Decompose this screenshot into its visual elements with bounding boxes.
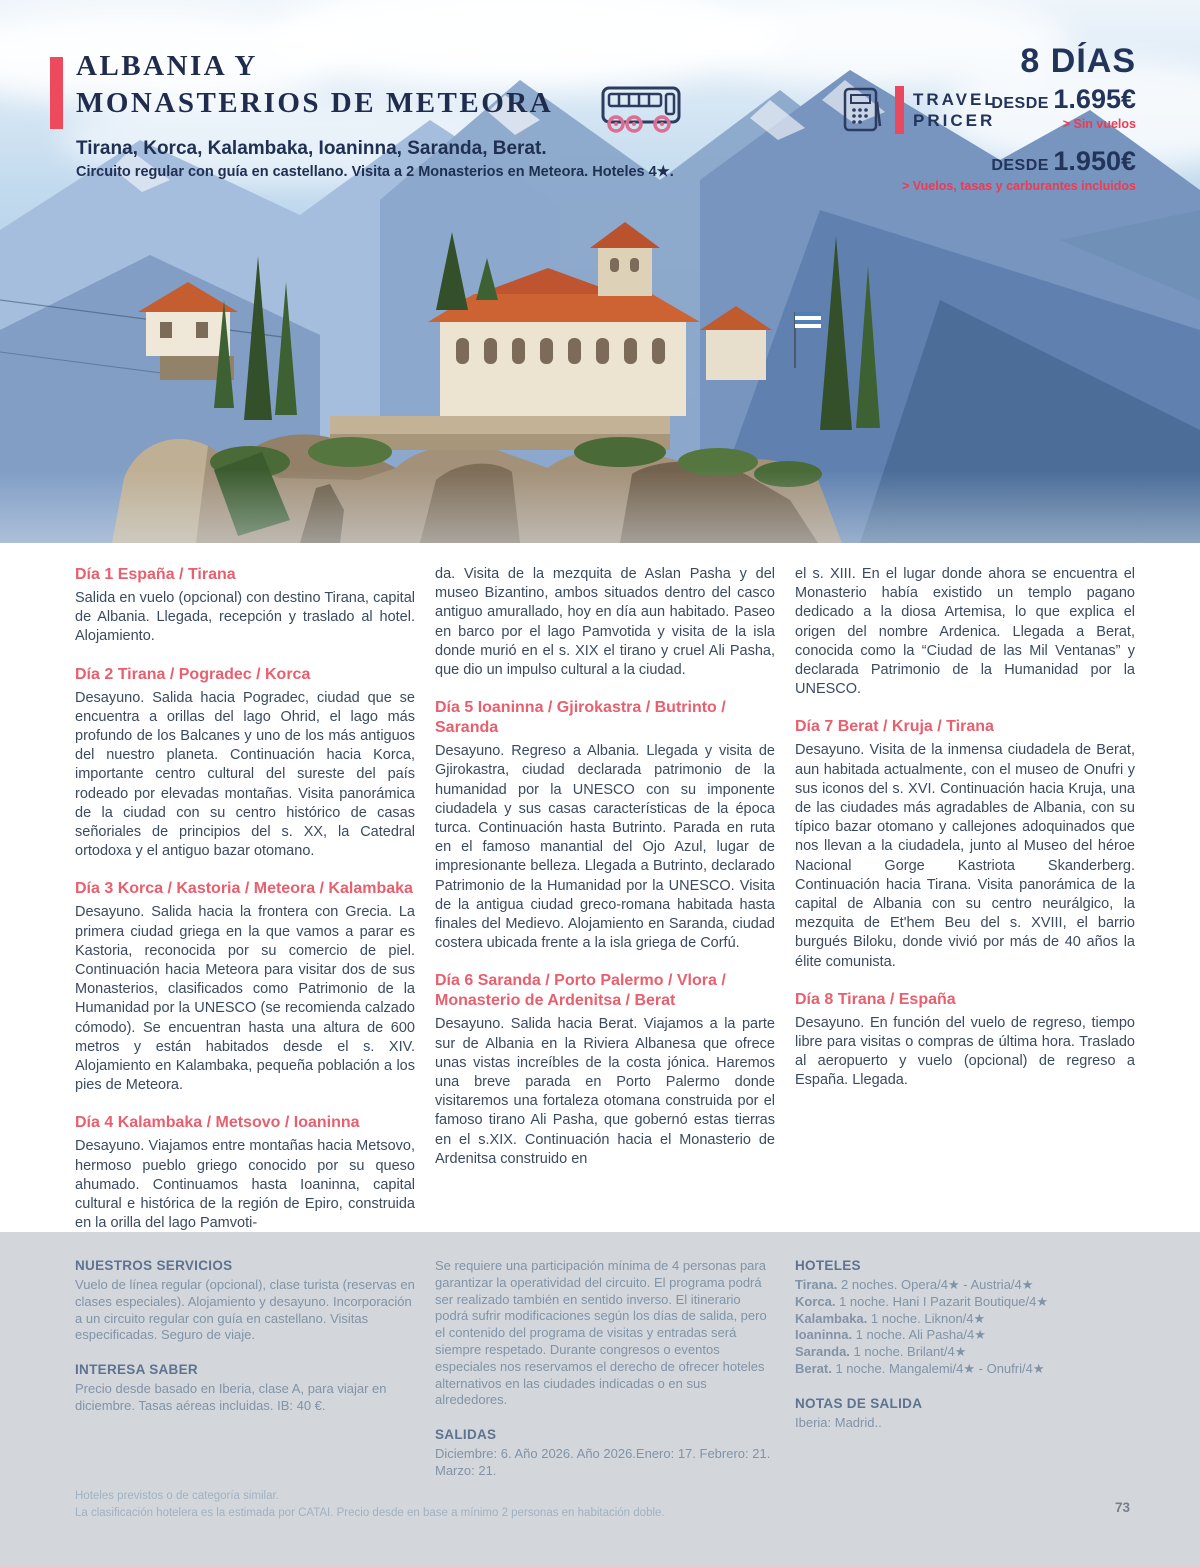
hoteles-title: HOTELES xyxy=(795,1258,861,1273)
day-heading: Día 2 Tirana / Pogradec / Korca xyxy=(75,665,311,683)
day-text: Desayuno. Visita de la inmensa ciudadela de Berat, aun habitada actualmente, con el museo de Onufri y sus iconos del s. XVI. Continuación hacia Kruja, una de las ciudades más agradables de Albania, con su típico bazar otomano y callejones adoquinados que nos llevan a la ciudadela, junto al Museo del héroe Nacional Gorge Kastriota Skanderberg. Continuación hacia Tirana. Visita panorámica de la capital de Albania con su centro neurálgico, la mezquita de Et'hem Beu del s. XVIII, el barrio burgués Biloku, donde vivió por más de 40 años la élite comunista. xyxy=(795,742,1135,970)
tour-details: Circuito regular con guía en castellano. Visita a 2 Monasterios en Meteora. Hoteles 4★. xyxy=(76,164,674,180)
calculator-icon xyxy=(843,86,883,134)
page-title xyxy=(76,48,553,122)
day-heading: Día 1 España / Tirana xyxy=(75,566,236,583)
itinerary-columns xyxy=(75,565,1135,1233)
info-col-hotels xyxy=(795,1258,1135,1567)
services-text: Vuelo de línea regular (opcional), clase turista (reservas en clases especiales). Alojamiento y desayuno. Incorporación a un circuito regular con guía en castellano. Visitas especificadas. Seguro de viaje. xyxy=(75,1277,415,1343)
day-heading: Día 5 Ioaninna / Gjirokastra / Butrinto / Saranda xyxy=(435,699,726,737)
day-text: Desayuno. Regreso a Albania. Llegada y visita de Gjirokastra, ciudad declarada patrimonio de la humanidad por la UNESCO con su imponente ciudadela y sus casas características de la época turca. Continuación hasta Butrinto. Parada en ruta en el famoso manantial del Ojo Azul, lugar de impresionante belleza. Llegada a Butrinto, declarado Patrimonio de la Humanidad por la UNESCO. Visita de la antigua ciudad greco-romana habitada hasta finales del Medievo. Alojamiento en Saranda, ciudad costera ubicada frente a la isla griega de Corfú. xyxy=(435,743,775,952)
day-heading: Día 7 Berat / Kruja / Tirana xyxy=(795,718,994,736)
conditions-text: Se requiere una participación mínima de 4 personas para garantizar la operatividad del circuito. El programa podrá ser realizado también en sentido inverso. El itinerario podrá sufrir modificaciones según los días de salida, pero el contenido del programa de visitas y entradas será siempre respetado. Durante congresos o eventos especiales nos reservamos el derecho de ofrecer hoteles alternativos en las ciudades indicadas o en sus alrededores. xyxy=(435,1258,767,1408)
hotel-city: Ioaninna. xyxy=(795,1327,856,1343)
hotel-line: Berat. 1 noche. Mangalemi/4★ - Onufri/4★ xyxy=(795,1360,1045,1376)
hero-photo xyxy=(0,0,1200,543)
hotel-line: Ioaninna. 1 noche. Ali Pasha/4★ xyxy=(795,1327,986,1343)
services-title: NUESTROS SERVICIOS xyxy=(75,1258,233,1273)
day-heading: Día 8 Tirana / España xyxy=(795,990,956,1008)
interesa-text: Precio desde basado en Iberia, clase A, para viajar en diciembre. Tasas aéreas incluidas. IB: 40 €. xyxy=(75,1381,387,1413)
hotel-city: Tirana. xyxy=(795,1277,842,1292)
travel-pricer-label: TRAVEL PRICER xyxy=(913,90,998,130)
salidas-title: SALIDAS xyxy=(435,1427,497,1443)
day-text: Desayuno. Salida hacia la frontera con Grecia. La primera ciudad griega en la que vamos a parar es Kastoria, reconocida por su comercio de piel. Continuación hacia Meteora para visitar dos de sus Monasterios, clasificados como Patrimonio de la Humanidad por la UNESCO (se recomienda calzado cómodo). Se encuentran hasta una altura de 600 metros y están habitados desde el s. XIV. Alojamiento en Kalambaka, pequeña población a los pies de Meteora. xyxy=(75,904,415,1094)
salidas-text: Diciembre: 6. Año 2026. Año 2026.Enero: 17. Febrero: 21. Marzo: 21. xyxy=(435,1446,771,1478)
price-block xyxy=(902,42,1136,193)
hotel-line: Tirana. 2 noches. Opera/4★ - Austria/4★ xyxy=(795,1277,1034,1292)
day-heading: Día 3 Korca / Kastoria / Meteora / Kalambaka xyxy=(75,880,413,898)
route-cities: Tirana, Korca, Kalambaka, Ioaninna, Saranda, Berat. xyxy=(76,138,547,159)
notas-text: Iberia: Madrid.. xyxy=(795,1414,882,1430)
price-no-flights-note: > Sin vuelos xyxy=(1062,117,1136,131)
page-title-line2: MONASTERIOS DE METEORA xyxy=(76,87,554,119)
price-no-flights: DESDE 1.695€ xyxy=(991,84,1136,114)
interesa-title: INTERESA SABER xyxy=(75,1362,198,1378)
footer-notes xyxy=(75,1488,665,1522)
day-text: el s. XIII. En el lugar donde ahora se encuentra el Monasterio había existido un templo pagano dedicado a la diosa Artemisa, lo que explica el origen del nombre Ardenica. Llegada a Berat, conocida como la “Ciudad de las Mil Ventanas” y declarada Patrimonio de la Humanidad por la UNESCO. xyxy=(795,566,1135,698)
footer-note-2: La clasificación hotelera es la estimada por CATAI. Precio desde en base a mínimo 2 personas en habitación doble. xyxy=(75,1507,665,1519)
price-with-flights: DESDE 1.950€ xyxy=(991,146,1136,176)
itinerary-column xyxy=(435,565,775,1233)
day-text: Desayuno. En función del vuelo de regreso, tiempo libre para visitas o compras de última hora. Traslado al aeropuerto y vuelo (opcional) de regreso a España. Llegada. xyxy=(795,1014,1135,1089)
hotel-line: Kalambaka. 1 noche. Liknon/4★ xyxy=(795,1310,986,1326)
duration: 8 DÍAS xyxy=(1020,42,1136,80)
hotel-city: Korca. xyxy=(795,1293,840,1309)
day-heading: Día 4 Kalambaka / Metsovo / Ioaninna xyxy=(75,1114,360,1132)
title-accent-bar xyxy=(50,57,63,129)
hotel-line: Korca. 1 noche. Hani I Pazarit Boutique/4★ xyxy=(795,1293,1049,1309)
itinerary-column xyxy=(795,565,1135,1233)
page-title-line1: ALBANIA Y xyxy=(76,50,258,82)
day-text: Desayuno. Salida hacia Berat. Viajamos a la parte sur de Albania en la Riviera Albanesa que ofrece unas vistas increíbles de la costa jónica. Haremos una breve parada en Porto Palermo donde visitaremos una fortaleza otomana construida por el famoso tirano Ali Pasha, que gobernó estas tierras en el s.XIX. Continuación hacia el Monasterio de Ardenitsa construido en xyxy=(435,1016,775,1167)
page-number: 73 xyxy=(1114,1500,1130,1515)
hotel-city: Saranda. xyxy=(795,1344,854,1360)
footer-note-1: Hoteles previstos o de categoría similar. xyxy=(75,1490,279,1502)
bus-icon xyxy=(600,82,685,136)
day-text: da. Visita de la mezquita de Aslan Pasha y del museo Bizantino, ambos situados dentro del casco antiguo amurallado, hoy en día aun habitado. Paseo en barco por el lago Pamvotida y visita de la isla donde murió en el s. XIX el tirano y cruel Ali Pasha, que dio un impulso cultural a la ciudad. xyxy=(435,566,775,679)
hotel-city: Kalambaka. xyxy=(795,1310,871,1326)
price-with-flights-note: > Vuelos, tasas y carburantes incluidos xyxy=(901,179,1136,193)
notas-title: NOTAS DE SALIDA xyxy=(795,1395,923,1411)
day-text: Salida en vuelo (opcional) con destino Tirana, capital de Albania. Llegada, recepción y traslado al hotel. Alojamiento. xyxy=(75,590,415,645)
hotels-list xyxy=(795,1277,1135,1378)
hotel-city: Berat. xyxy=(795,1360,836,1376)
day-heading: Día 6 Saranda / Porto Palermo / Vlora / Monasterio de Ardenitsa / Berat xyxy=(435,972,726,1010)
hotel-line: Saranda. 1 noche. Brilant/4★ xyxy=(795,1344,967,1360)
itinerary-column xyxy=(75,565,415,1233)
day-text: Desayuno. Viajamos entre montañas hacia Metsovo, hermoso pueblo griego conocido por su queso ahumado. Continuamos hasta Ioaninna, capital cultural e histórica de la región de Epiro, construida en la orilla del lago Pamvoti- xyxy=(75,1138,415,1232)
day-text: Desayuno. Salida hacia Pogradec, ciudad que se encuentra a orillas del lago Ohrid, el lago más profundo de los Balcanes y uno de los más antiguos del nuestro planeta. Continuación hacia Korca, importante centro cultural del sureste del país rodeado por elevadas montañas. Visita panorámica de la ciudad con su centro histórico de casas señoriales de principios del s. XX, la Catedral ortodoxa y el antiguo bazar otomano. xyxy=(75,689,415,860)
